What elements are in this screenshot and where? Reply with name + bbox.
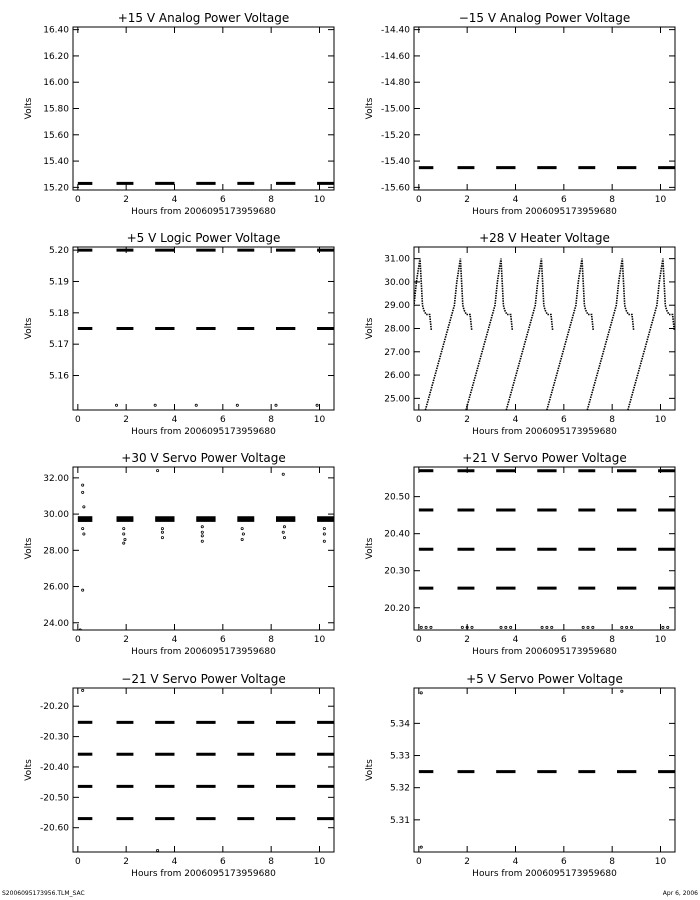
x-tick-label: 10	[654, 415, 667, 425]
x-axis-label: Hours from 2006095173959680	[472, 647, 617, 657]
y-tick-label: -15.20	[380, 130, 410, 141]
x-tick-label: 6	[219, 635, 226, 645]
x-tick-label: 8	[268, 195, 275, 205]
data-point	[123, 533, 125, 535]
data-point	[546, 626, 548, 628]
x-tick-label: 2	[123, 415, 130, 425]
data-trace	[547, 259, 593, 410]
data-point	[124, 538, 126, 540]
chart-panel	[24, 672, 334, 879]
data-point	[283, 537, 285, 539]
data-point	[123, 542, 125, 544]
y-tick-label: -20.40	[39, 762, 69, 773]
data-point	[282, 531, 284, 533]
source-filename: S2006095173956.TLM_SAC	[2, 890, 85, 897]
y-tick-label: 27.00	[384, 347, 410, 358]
x-axis-label: Hours from 2006095173959680	[472, 207, 617, 217]
data-point	[510, 626, 512, 628]
y-axis-label: Volts	[24, 97, 34, 120]
y-tick-label: 28.00	[43, 546, 69, 557]
data-point	[667, 626, 669, 628]
x-tick-label: 0	[415, 195, 422, 205]
x-tick-label: 6	[219, 415, 226, 425]
data-trace	[587, 259, 633, 410]
data-point	[236, 404, 238, 406]
data-point	[283, 526, 285, 528]
x-axis-label: Hours from 2006095173959680	[131, 647, 276, 657]
data-point	[161, 537, 163, 539]
y-axis-label: Volts	[24, 537, 34, 560]
chart-title: −15 V Analog Power Voltage	[458, 11, 631, 25]
y-tick-label: -15.40	[380, 157, 410, 168]
data-point	[241, 527, 243, 529]
y-tick-label: 28.00	[384, 324, 410, 335]
chart-panel	[365, 11, 675, 217]
chart-panel	[365, 672, 675, 879]
data-point	[123, 527, 125, 529]
y-tick-label: -15.60	[380, 183, 410, 194]
x-tick-label: 8	[609, 195, 616, 205]
data-layer	[385, 259, 674, 410]
x-tick-label: 10	[313, 635, 326, 645]
y-tick-label: -20.50	[39, 793, 69, 804]
data-point	[662, 626, 664, 628]
x-tick-label: 8	[609, 857, 616, 867]
x-axis-label: Hours from 2006095173959680	[131, 207, 276, 217]
x-tick-label: 0	[415, 415, 422, 425]
x-tick-label: 8	[609, 635, 616, 645]
data-trace	[628, 259, 674, 410]
data-point	[541, 626, 543, 628]
chart-title: +28 V Heater Voltage	[479, 231, 610, 245]
data-point	[201, 535, 203, 537]
data-point	[82, 589, 84, 591]
data-point	[316, 404, 318, 406]
y-tick-label: 26.00	[384, 371, 410, 382]
x-axis-label: Hours from 2006095173959680	[472, 869, 617, 879]
data-point	[161, 531, 163, 533]
plot-frame	[73, 467, 334, 630]
chart-title: +5 V Logic Power Voltage	[126, 231, 281, 245]
y-tick-label: 15.60	[43, 130, 69, 141]
y-tick-label: 15.80	[43, 104, 69, 115]
x-tick-label: 2	[464, 635, 471, 645]
y-axis-label: Volts	[365, 317, 375, 340]
y-tick-label: 29.00	[384, 301, 410, 312]
y-axis-label: Volts	[24, 759, 34, 781]
data-point	[82, 491, 84, 493]
data-point	[430, 626, 432, 628]
y-tick-label: -20.20	[39, 702, 69, 713]
data-point	[83, 506, 85, 508]
data-point	[587, 626, 589, 628]
plot-frame	[414, 247, 675, 410]
x-tick-label: 10	[654, 857, 667, 867]
y-tick-label: 16.00	[43, 78, 69, 89]
data-point	[195, 404, 197, 406]
data-point	[201, 526, 203, 528]
data-point	[156, 849, 158, 851]
y-tick-label: -20.30	[39, 732, 69, 743]
data-point	[420, 846, 422, 848]
x-tick-label: 10	[313, 857, 326, 867]
data-layer	[419, 690, 675, 848]
y-axis-label: Volts	[365, 537, 375, 560]
chart-title: −21 V Servo Power Voltage	[121, 672, 286, 686]
x-tick-label: 0	[415, 635, 422, 645]
y-axis-label: Volts	[24, 317, 34, 340]
y-tick-label: 20.40	[384, 529, 410, 540]
y-tick-label: 20.50	[384, 492, 410, 503]
data-point	[201, 540, 203, 542]
x-axis-label: Hours from 2006095173959680	[472, 427, 617, 437]
x-tick-label: 2	[123, 635, 130, 645]
y-tick-label: 20.20	[384, 603, 410, 614]
report-date: Apr 6, 2006	[662, 890, 698, 897]
data-point	[275, 404, 277, 406]
x-tick-label: 4	[171, 857, 178, 867]
x-tick-label: 10	[654, 635, 667, 645]
y-tick-label: 5.19	[48, 277, 69, 288]
data-point	[621, 690, 623, 692]
x-tick-label: 0	[74, 857, 81, 867]
y-tick-label: 5.18	[48, 308, 69, 319]
chart-panel	[24, 11, 334, 217]
x-tick-label: 2	[464, 195, 471, 205]
data-layer	[419, 471, 675, 629]
x-tick-label: 4	[512, 857, 519, 867]
x-tick-label: 4	[171, 195, 178, 205]
x-tick-label: 8	[268, 857, 275, 867]
y-tick-label: 5.20	[48, 246, 69, 257]
data-point	[551, 626, 553, 628]
y-tick-label: 25.00	[384, 394, 410, 405]
chart-title: +21 V Servo Power Voltage	[462, 451, 627, 465]
x-tick-label: 8	[609, 415, 616, 425]
data-point	[621, 626, 623, 628]
data-layer	[78, 689, 334, 851]
y-axis-label: Volts	[365, 759, 375, 781]
x-tick-label: 4	[512, 635, 519, 645]
data-layer	[78, 470, 334, 632]
chart-panel	[365, 231, 675, 437]
data-point	[323, 527, 325, 529]
x-tick-label: 6	[560, 635, 567, 645]
data-point	[471, 626, 473, 628]
plot-frame	[414, 27, 675, 190]
data-point	[420, 626, 422, 628]
x-tick-label: 4	[171, 635, 178, 645]
data-point	[500, 626, 502, 628]
data-point	[156, 470, 158, 472]
x-tick-label: 6	[219, 857, 226, 867]
y-tick-label: 31.00	[384, 254, 410, 265]
x-tick-label: 10	[654, 195, 667, 205]
y-tick-label: -20.60	[39, 823, 69, 834]
data-point	[323, 533, 325, 535]
x-tick-label: 4	[512, 415, 519, 425]
y-tick-label: 26.00	[43, 582, 69, 593]
y-tick-label: 24.00	[43, 618, 69, 629]
y-axis-label: Volts	[365, 97, 375, 120]
data-point	[425, 626, 427, 628]
chart-panel	[365, 451, 675, 657]
data-layer	[78, 250, 334, 406]
data-trace	[506, 259, 552, 410]
data-point	[83, 533, 85, 535]
x-tick-label: 0	[415, 857, 422, 867]
data-point	[592, 626, 594, 628]
y-tick-label: 5.34	[389, 719, 410, 730]
y-tick-label: -15.00	[380, 104, 410, 115]
data-point	[282, 473, 284, 475]
data-point	[242, 533, 244, 535]
y-tick-label: 5.17	[48, 340, 69, 351]
x-tick-label: 10	[313, 415, 326, 425]
x-tick-label: 0	[74, 635, 81, 645]
y-tick-label: -14.40	[380, 25, 410, 36]
data-point	[626, 626, 628, 628]
y-tick-label: 5.33	[389, 751, 410, 762]
y-tick-label: 15.20	[43, 183, 69, 194]
data-point	[82, 527, 84, 529]
x-tick-label: 4	[171, 415, 178, 425]
x-tick-label: 6	[219, 195, 226, 205]
data-trace	[425, 259, 471, 410]
y-tick-label: 16.20	[43, 51, 69, 62]
data-point	[323, 540, 325, 542]
x-tick-label: 8	[268, 415, 275, 425]
y-tick-label: 30.00	[43, 510, 69, 521]
x-tick-label: 6	[560, 195, 567, 205]
data-point	[154, 404, 156, 406]
y-tick-label: 32.00	[43, 473, 69, 484]
plot-frame	[73, 27, 334, 190]
y-tick-label: 5.31	[389, 815, 410, 826]
x-tick-label: 2	[123, 857, 130, 867]
x-tick-label: 4	[512, 195, 519, 205]
data-point	[82, 689, 84, 691]
y-tick-label: 5.16	[48, 371, 69, 382]
data-point	[461, 626, 463, 628]
y-tick-label: 16.40	[43, 25, 69, 36]
data-point	[115, 404, 117, 406]
x-tick-label: 2	[464, 857, 471, 867]
chart-title: +30 V Servo Power Voltage	[121, 451, 286, 465]
chart-panel	[24, 451, 334, 657]
y-tick-label: -14.80	[380, 78, 410, 89]
x-tick-label: 6	[560, 857, 567, 867]
y-tick-label: 30.00	[384, 277, 410, 288]
x-tick-label: 10	[313, 195, 326, 205]
x-tick-label: 2	[123, 195, 130, 205]
chart-title: +5 V Servo Power Voltage	[466, 672, 623, 686]
chart-panel	[24, 231, 334, 437]
x-tick-label: 2	[464, 415, 471, 425]
data-point	[161, 527, 163, 529]
x-axis-label: Hours from 2006095173959680	[131, 427, 276, 437]
plot-frame	[414, 688, 675, 852]
data-point	[582, 626, 584, 628]
data-point	[420, 692, 422, 694]
y-tick-label: 20.30	[384, 566, 410, 577]
y-tick-label: 5.32	[389, 783, 410, 794]
x-tick-label: 6	[560, 415, 567, 425]
x-tick-label: 8	[268, 635, 275, 645]
data-point	[201, 531, 203, 533]
plot-frame	[73, 688, 334, 852]
data-point	[82, 484, 84, 486]
y-tick-label: -14.60	[380, 51, 410, 62]
data-point	[630, 626, 632, 628]
x-tick-label: 0	[74, 195, 81, 205]
y-tick-label: 15.40	[43, 157, 69, 168]
data-point	[241, 538, 243, 540]
chart-title: +15 V Analog Power Voltage	[117, 11, 290, 25]
x-axis-label: Hours from 2006095173959680	[131, 869, 276, 879]
data-trace	[466, 259, 512, 410]
data-point	[505, 626, 507, 628]
x-tick-label: 0	[74, 415, 81, 425]
